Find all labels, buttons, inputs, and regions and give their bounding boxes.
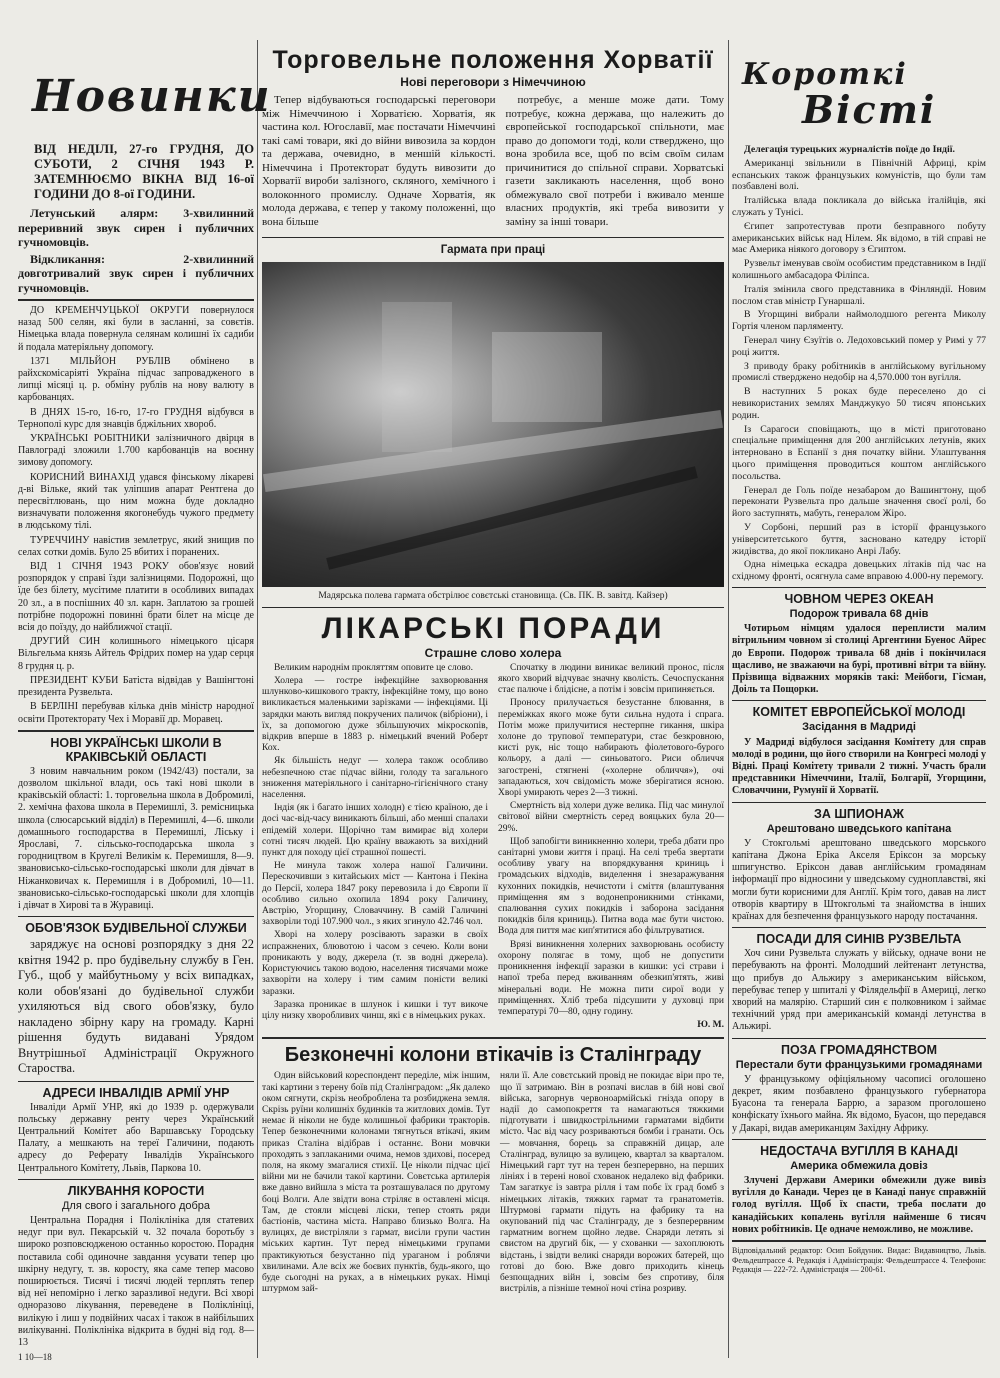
- headline-croatia-trade: Торговельне положення Хорватії: [272, 46, 714, 74]
- divider: [18, 1081, 254, 1082]
- brief-item: Генерал чину Єзуїтів о. Ледоховський помер у Римі у 77 році життя.: [732, 334, 986, 358]
- trade-text-col2: потребує, а менше може дати. Тому потребує, кожна держава, що належить до європейської господарської спільноти, має право до допомоги тоді, коли стверджено, що вона зробила все, щоб по всім своїм силам причинитися до спільної справи. Хорватські газети закликають населення, щоб воно обмежувало свої потреби і вживало менше власних продуктів, які треба вивозити у заміну за інші товари.: [505, 94, 724, 228]
- brief-item: З приводу браку робітників в англійському вугільному промислі стверджено недобір на 4,570.000 тон вугілля.: [732, 360, 986, 384]
- divider: [18, 916, 254, 917]
- roosevelt-text: Хоч сини Рузвельта служать у війську, одначе вони не перебувають на фронті. Молодший лейтенант летунства, що прибув до Альжиру з американським військом, перебуває тепер у шпиталі у Філядельфії в Америці, легко хворий на малярію. Старший син є полковником і займає технічний уряд при американській команді летунства в Альжирі.: [732, 948, 986, 1033]
- divider: [262, 1037, 724, 1039]
- news-item: ТУРЕЧЧИНУ навістив землетрус, який знищив по селах сотки домів. Було 25 вбитих і поранених.: [18, 534, 254, 558]
- scab-title: ЛІКУВАННЯ КОРОСТИ: [67, 1183, 205, 1198]
- health-paragraph: Не минула також холера нашої Галичини. Перескочивши з китайських міст — Кантона і Пекіна до Персії, холера 1847 року перевозила і до Європи її особливо сильно охопила 1894 року Галичину, Австрію, Угорщину, Словаччину. В самій Галичині захворіли тоді 107.900 чол., з яких згинуло 42.746 чол.: [262, 861, 488, 928]
- right-column: [732, 0, 986, 1277]
- health-subtitle: Страшне слово холера: [424, 645, 562, 660]
- health-col2: [498, 663, 724, 1034]
- health-paragraph: Спочатку в людини виникає великий пронос, після якого хворий відчуває значну кволість. Сечоспускання стає палюче і блідісне, а потім і зовсім припиняється.: [498, 662, 724, 696]
- news-item: КОРИСНИЙ ВИНАХІД удався фінському лікареві д-ві Вільке, який так уліпшив апарат Рентгена до пересвітлювань, що ним можна буде докладно визначувати положення якогонебудь чужого предмету в людському тілі.: [18, 471, 254, 532]
- news-item: В ДНЯХ 15-го, 16-го, 17-го ГРУДНЯ відбувся в Тернополі курс для знавців бджільних хвороб.: [18, 406, 254, 430]
- brief-news-list: [732, 144, 986, 583]
- page-mark: 1 10—18: [18, 1352, 52, 1363]
- committee-title: КОМІТЕТ ЕВРОПЕЙСЬКОЇ МОЛОДІ: [752, 705, 966, 720]
- health-paragraph: Смертність від холери дуже велика. Під час минулої світової війни смертність серед вояцьких була 20—29%.: [498, 801, 724, 834]
- divider: [18, 299, 254, 301]
- news-item: ДРУГИЙ СИН колишнього німецького цісаря Вільгельма князь Айтель Фрідрих помер на удар серця 8 грудня ц. р.: [18, 636, 254, 672]
- health-paragraph: Заразка проникає в шлунок і кишки і тут викоче цілу низку хворобливих чинш, які є в німецьких руках.: [262, 999, 488, 1021]
- health-paragraph: Великим народнім прокляттям оповите це слово.: [274, 662, 474, 673]
- citizen-text: У французькому офіціяльному часописі оголошено декрет, яким позбавлено французького губернатора Буасона та генерала Баррю, а заразом проголошено конфіскату їхнього майна. Як відомо, Буасон, що передався у Дакарі, видав американцям Західну Африку.: [732, 1073, 986, 1134]
- ocean-title: ЧОВНОМ ЧЕРЕЗ ОКЕАН: [784, 591, 934, 606]
- all-clear-signal: Відкликання: 2-хвилинний довготривалий звук сирен і публичних гучномовців.: [18, 251, 254, 295]
- masthead-visti: Вісті: [802, 87, 937, 132]
- divider: [732, 1240, 986, 1242]
- committee-subtitle: Засідання в Мадриді: [802, 721, 916, 734]
- divider: [732, 927, 986, 928]
- column-divider: [728, 40, 729, 1358]
- news-item: 1371 МІЛЬЙОН РУБЛІВ обмінено в райхскомісаріяті Україна підчас запровадженого в липці місяці ц. р. обміну рублів на нову валюту в карбованцях.: [18, 355, 254, 404]
- ocean-text: Чотирьом німцям удалося переплисти малим вітрильним човном зі столиці Аргентини Буенос Айрес до Европи. Подорож тривала 68 днів і покінчилася щасливо, не зважаючи на бурі, противні вітри та війну. Прізвища відважних моряків такі: Мейбоги, Гісман, Доіль та Пощорки.: [732, 623, 986, 696]
- news-item: ПРЕЗИДЕНТ КУБИ Батіста відвідав у Вашінгтоні президента Рузвельта.: [18, 674, 254, 699]
- left-column: [18, 0, 272, 1366]
- divider: [732, 1038, 986, 1039]
- blackout-notice: ВІД НЕДІЛІ, 27-го ГРУДНЯ, ДО СУБОТИ, 2 СІЧНЯ 1943 Р. ЗАТЕМНЮЄМО ВІКНА ВІД 16-ої ГОДИНИ ДО 8-ої ГОДИНИ.: [34, 142, 254, 201]
- divider: [732, 587, 986, 588]
- spy-subtitle: Арештовано шведського капітана: [766, 822, 952, 835]
- coal-subtitle: Америка обмежила довіз: [790, 1159, 928, 1172]
- health-col1: [262, 663, 488, 1034]
- citizen-title: ПОЗА ГРОМАДЯНСТВОМ: [780, 1042, 938, 1057]
- divider: [18, 730, 254, 732]
- refugees-title: Безконечні колони втікачів із Сталінграду: [284, 1044, 702, 1067]
- ocean-subtitle: Подорож тривала 68 днів: [789, 607, 929, 620]
- news-list: [18, 305, 254, 726]
- spy-text: У Стокгольмі арештовано шведського морського капітана Джона Еріка Акселя Еріксон за морську шпигунство. Еріксон давав англійським громадянам інформації про відносини у шведському судноплавстві, які могли бути корисними для Англії. Крім того, давав на лист отворів квартиру в Штокгольмі та знайомства в інших країнах для безпечення французького народу постачання.: [732, 837, 986, 922]
- photo-caption: Мадярська полева гармата обстрілює совєтські становища. (Св. ПК. В. завітд. Кайзер): [318, 591, 668, 602]
- health-paragraph: Врязі виникнення холерних захворювань особисту охорону полягає в тому, щоб не допустити проникнення інфекції заразки в кишки: усі страви і напої треба перед вживанням обезкип'ятять, живі мінеральні води. Не можна пити сирої води у приміщеннях. Хліб треба підсушити у духовці при температурі 70—80, одну годину.: [498, 939, 724, 1017]
- brief-item: Делегація турецьких журналістів поїде до Індії.: [744, 144, 955, 155]
- spy-title: ЗА ШПИОНАЖ: [814, 806, 904, 821]
- news-item: УКРАЇНСЬКІ РОБІТНИКИ залізничного двірця в Павлограді зложили 1.700 карбованців на воєнну зимову допомогу.: [18, 433, 254, 469]
- trade-text-col1: Тепер відбуваються господарські переговори між Німеччиною і Хорватією. Хорватія, як частина кол. Югославії, має постачати Німеччині такі самі товари, які до війни вивозила за кордон та держава, очевидно, в меншій кількості. Німеччина і Протекторат будуть вивозити до Хорватії вироби залізного, скляного, хемічного і волоконного промислу. Одначе Хорватія, як молода держава, є тепер у такому положенні, що вона більше: [262, 94, 496, 228]
- committee-text: У Мадриді відбулося засідання Комітету для справ молоді в родини, що його створили на Конгресі молоді у Відні. Праці Комітету тривали 2 тижні. Участь брали представники Німеччини, Італії, Болгарії, Угорщини, Словаччини, Румунії й Хорватії.: [732, 736, 986, 797]
- unr-title: АДРЕСИ ІНВАЛІДІВ АРМІЇ УНР: [42, 1085, 230, 1100]
- brief-item: Американці звільнили в Північній Африці, крім еспанських також французьких комуністів, що були там позбавлені волі.: [732, 157, 986, 193]
- column-divider: [257, 40, 258, 1358]
- health-paragraph: Проносу прилучається безустанне блювання, в переміжках якого може бути сильна нудота і спрага. Потім може прилучитися нестерпне гикання, шкіра холоне до трупової температури, стає безкровною, кисті рук, ніс тощо набирають фіолетового-бурого кольору, а далі — синьоватого. Риси обличчя загострені, стягнені («холерне обличчя»), очі западаються, хоч свідомість може зберігатися ясною. Хворі умирають через 2—3 тижні.: [498, 698, 724, 799]
- health-paragraph: Хворі на холеру розсівають заразки в своїх испражнених, блювотою і часом з сечею. Коли вони проникають у воду, джерела (т. зв водні джерела). Користуючись такою водою, населення тисячами може захворіти на холеру і тим самим поністи великі заразки.: [262, 930, 488, 997]
- scab-text: Центральна Порадня і Поліклініка для статевих недуг при вул. Пекарській ч. 32 почала боротьбу з широко розповсюдженою останньо коростою. Порадня поставила собі одиночне завдання усувати тепер цю шкірну недугу, т. зв. коросту, яка саме тепер масово поширюється. Тисячі і тисячі людей терплять тепер від неї непомірно і легко заразливої недуги. Всі хворі одноразово лікування, переведене в Поліклініці, вилікую і лиш у подвійних часах і також в найбільших вилікуванні. Поліклініка відкрита в будні від год. 8—13: [18, 1215, 254, 1349]
- refugees-text-col1: Один військовий кореспондент переділе, між іншим, такі картини з терену боїв під Сталінградом: „Як далеко оком сягнути, скрізь необроблена та розбиджена земля. Скрізь руїни колишніх будинків та житлових домів. Тут немає й ніколи не буде колишньої фабрики тракторів. Тепер безконечними колонами тягнуться втікачі, яким приказ Сталіна відібрав і останнє. Вони мовчки проходять з заплаканими очима, немов здихові, посеред поля, на якому змагалися стихії. Це ніколи підчас цієї війни ми не бачили такої картини. Совєтська артилерія вже давно вийшла з міста та розташувалася по другому боці Волги. Але звідти вона стріляє в оставлені місця. Там, де стояли місцеві ліски, тепер стоять ряди бастіонів, частина міста. Направо близько Волга. На вулицях, де вистріляли з гармат, висіли групи частин міських картин. Тут перед німецькими групами практикуються безустанно під ураганом і роблячи хвилинами. Але всіх же боєвих пунктів, будь-якого, що буде сьогодні на руках, а в німецьких руках. Німці штурмом зай-: [262, 1071, 491, 1295]
- roosevelt-title: ПОСАДИ ДЛЯ СИНІВ РУЗВЕЛЬТА: [756, 932, 962, 947]
- divider: [18, 1179, 254, 1180]
- coal-title: НЕДОСТАЧА ВУГІЛЛЯ В КАНАДІ: [760, 1143, 958, 1158]
- divider: [732, 1139, 986, 1140]
- schools-title: НОВІ УКРАЇНСЬКІ ШКОЛИ В КРАКІВСЬКІЙ ОБЛАСТІ: [50, 735, 222, 764]
- brief-item: В наступних 5 роках буде переселено до cі невикористаних землях Манджукуо 50 тисяч японських родин.: [732, 386, 986, 421]
- health-paragraph: Щоб запобігти виникненню холери, треба дбати про санітарні умови життя і праці. На селі треба звертати особливу увагу на впорядкування криниць і громадських відходів, виделення і знезаражування кухонних покидків, нечистоти і сміття (влаштування приміщення ям з водонепроникними стінками, спалювання сухих покидків і заборона засідання покидків біля криниць). Питна вода має бути чистою. Вода для пиття має кип'ятитися або фільтруватися.: [498, 836, 724, 937]
- artillery-photo: [262, 262, 724, 587]
- schools-text: З новим навчальним роком (1942/43) постали, за дозволом шкільної влади, ось такі нові школи в краківській області: 1. торговельна школа в Добромилі, 2. хемічна фахова школа в Перемишлі, 3. ремісницька школа (слюсарський відділ) в Перемишлі, 4—6. школи домашнього господарства в Перемишлі, Ліську і Ярославі, 7. сільсько-господарська школа з городництвом в Кругелі Великім к. Перемишля, 8—9. звановисько-сільсько-господарські школи для дівчат в Ніжанковичах к. Перемишля і в Добромилі, 10—11. звановисько-сільсько-господарські школи для хлопців і дівчат в Хирові та в Журавиці.: [18, 765, 254, 911]
- citizen-subtitle: Перестали бути французькими громадянами: [735, 1058, 983, 1071]
- headline-subtitle: Нові переговори з Німеччиною: [400, 75, 586, 89]
- news-item: В БЕРЛІНІ перебував кілька днів міністр народної освіти Протекторату Чех і Моравії др. Моравец.: [18, 701, 254, 725]
- divider: [262, 237, 724, 238]
- photo-title: Гармата при праці: [440, 244, 546, 257]
- brief-item: Одна німецька ескадра довецьких літаків під час на східному фронті, осягнула саме вправою 4.000-ну перемогу.: [732, 559, 986, 583]
- health-signature: Ю. М.: [697, 1020, 724, 1031]
- brief-item: Італія змінила свого представника в Фінляндії. Новим послом став міністр Гунаршалі.: [732, 283, 986, 307]
- brief-item: Рузвельт іменував своїм особистим представником в Індії колишнього амбасадора Філіпса.: [732, 258, 986, 281]
- brief-item: Єгипет запротестував проти безправного побуту американських військ над Нілем. Як відомо, в тій справі не має Америка ніякого договору з Єгиптом.: [732, 220, 986, 256]
- scab-subtitle: Для свого і загального добра: [61, 1199, 211, 1212]
- imprint: Відповідальний редактор: Осип Бойдуник. Видає: Видавництво, Львів. Фельдештрассе 4. Редакція і Адміністрація: Фельдештрассе 4. Телефони: Редакція — 222-72. Адміністрація — 200-61.: [732, 1246, 986, 1275]
- health-title: ЛІКАРСЬКІ ПОРАДИ: [321, 611, 665, 645]
- news-item: ДО КРЕМЕНЧУЦЬКОЇ ОКРУГИ повернулося назад 500 селян, які були в засланні, за совєтів. Німецька влада повернула селянам колишні їх садиби й подала матеріяльну допомогу.: [18, 305, 254, 353]
- health-paragraph: Індія (як і багато інших холодн) є тією країною, де і досі час-від-часу виникають більші, або менші спалахи епідемій холери. Щорічно там вимирає від холери сотні тисяч людей. Цю країну вважають за вихідний пункт для походу цієї страшної пошесті.: [262, 803, 488, 859]
- brief-item: В Угорщині вибрали наймолодшого регента Миколу Гортія членом парляменту.: [732, 309, 986, 333]
- masthead-korotki: Короткі: [742, 57, 908, 92]
- health-paragraph: Холера — гостре інфекційне захворювання шлунково-кишкового тракту, інфекційне тому, що воно викликається маленькими зарізками — інфекціями. Ці зарядки мають вигляд покручених паличок (вібріони), і їх, за допомогою дуже збільшуючих мікроскопів, відкрив вперше в 1883 р. німецький вчений Роберт Кох.: [262, 676, 488, 754]
- health-paragraph: Як більшість недуг — холера також особливо небезпечною стає підчас війни, голоду та загального зниження матеріяльного і санітарно-гігієнічного стану населення.: [262, 756, 488, 801]
- divider: [262, 607, 724, 608]
- coal-text: Злучені Держави Америки обмежили дуже вивіз вугілля до Канади. Через це в Канаді панує справжній голод вугілля. Щоб їх спасти, треба послати до канадійських копалень вугілля найменше 6 тисяч нових робітників. Це одначе неможливо, не можливе.: [732, 1175, 986, 1235]
- news-item: ВІД 1 СІЧНЯ 1943 РОКУ обов'язує новий розпорядок у справі їзди залізницями. Подорожні, що їде без білету, мусітиме платити в особливих випадах 20 зл., а в поспішних 40 зл. карн. Заплатою за грошей потрібне подорожні повинні брати білет на місце де всія до поїзду, до найближчої стації.: [18, 561, 254, 634]
- brief-item: Італійська влада покликала до війська італійців, які служать у Тунісі.: [732, 195, 986, 218]
- divider: [732, 802, 986, 803]
- center-column: [262, 0, 724, 1297]
- duty-title: ОБОВ'ЯЗОК БУДІВЕЛЬНОЇ СЛУЖБИ: [25, 921, 247, 936]
- brief-item: У Сорбоні, перший раз в історії французького університетського буття, засновано катедру історії жидівства, до якої покликано Анрі Лабу.: [732, 521, 986, 557]
- brief-item: Із Сарагоси сповіщають, що в місті приготовано спеціальне приміщення для 200 англійських летунів, яких інтерновано в Еспанії з дня початку війни. Улаштування цього приміщення проводиться коштом англійського посольства.: [732, 423, 986, 482]
- masthead-novynky: Новинки: [32, 71, 272, 122]
- brief-item: Генерал де Голь поїде незабаром до Вашингтону, щоб переконати Рузвельта про дальше значення своєї ролі, бо його заступнять, мабуть, генералом Жіро.: [732, 484, 986, 520]
- duty-text: заряджує на основі розпорядку з дня 22 квітня 1942 р. про будівельну службу в Ген. Губ., щоб у майбутньому у всіх випадках, коли обов'язані до будівельної служби ухиляються від свого обов'язку, було накладено збірну кару на громаду. Карні рішення будуть видавані Урядом Внутрішньої Адміністрації Окружного Староства.: [18, 937, 254, 1076]
- unr-text: Інваліди Армії УНР, які до 1939 р. одержували польську державну ренту через Український Центральний Комітет або Варшавську Городську Палату, а мешкають на тереї Галичини, подають адресу до Реферату Інвалідів Українського Центрального Комітету, Львів, Паркова 10.: [18, 1101, 254, 1174]
- refugees-text-col2: няли її. Але совєтський провід не покидає віри про те, що її затримаю. Він в розпачі вислав в бій нові свої війська, загорнув червоноармійські гнізда опору в надії до самопокреття та намагаються тяжкими підготувати і швидкострільними гарматами відбити місто. Час від часу розриваються бомби і гранати. Ось — мовчання, борець за справжній дицар, але Сталінград, вулицю за вулицею, квартал за кварталом. Німецький гарт тут на терен безперервно, на перших лініях і в терені нової схованок недалеко від фабрики. Там загаткує із завтра рілля і там побє їх град бомб з німецьких літаків, тяжких гармат та гранатометів. Штурмові гармати підуть на фабрику та на окупований під час Сталінграду, де з безперервним гарматним вогнем щойно ледве. Снаряди летять зі свистом на другий бік, — у схованки — захоплюють відстань, і звідти великі снаряди ворожих батерей, що готові до бою. Вже довго приходить кінець безпощадних війн і, зовсім без спротиву, біля вистрілів, а пізніше темної ночі стіна розриву.: [500, 1071, 724, 1295]
- air-raid-alarm: Летунський алярм: 3-хвилинний переривний звук сирен і публичних гучномовців.: [18, 206, 254, 249]
- divider: [732, 700, 986, 701]
